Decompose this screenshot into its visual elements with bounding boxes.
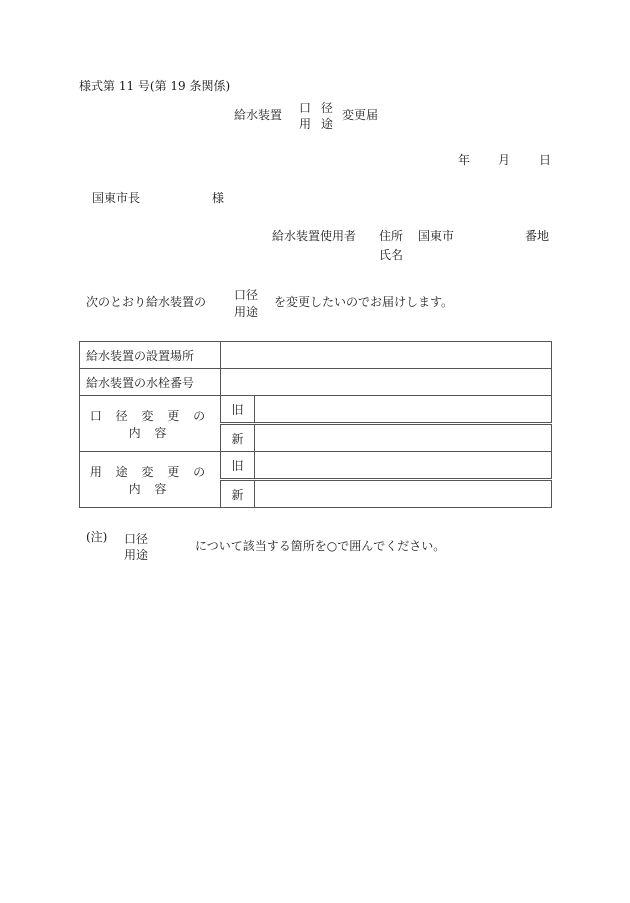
- note-text: について該当する箇所を○で囲んでください。: [195, 539, 446, 553]
- diameter-new-field[interactable]: [255, 424, 552, 452]
- note-option-diameter: 口径: [124, 532, 149, 546]
- note-options: [124, 531, 148, 563]
- usage-change-label: 用 途 変 更 の 内 容: [80, 452, 221, 508]
- usage-old-field[interactable]: [255, 452, 552, 480]
- date-month-label: 月: [498, 153, 511, 167]
- note-option-usage: 用途: [124, 548, 149, 562]
- diameter-new-label: 新: [221, 424, 255, 452]
- address-city: 国東市: [418, 229, 455, 243]
- title-prefix: 給水装置: [234, 108, 283, 122]
- date-day-label: 日: [539, 153, 552, 167]
- date-year-label: 年: [458, 153, 471, 167]
- location-field[interactable]: [221, 342, 552, 369]
- diameter-change-label: 口 径 変 更 の 内 容: [80, 396, 221, 452]
- address-label: 住所: [379, 229, 404, 243]
- usage-new-field[interactable]: [255, 480, 552, 508]
- location-label: 給水装置の設置場所: [80, 342, 221, 369]
- body-option-diameter: 口径: [234, 288, 259, 302]
- title-options: [299, 100, 336, 132]
- note-label: (注): [86, 530, 108, 544]
- addressee-name: 国東市長: [92, 191, 141, 205]
- body-suffix: を変更したいのでお届けします。: [274, 295, 454, 309]
- title-suffix: 変更届: [342, 108, 379, 122]
- body-option-usage: 用途: [234, 305, 259, 319]
- hydrant-number-label: 給水装置の水栓番号: [80, 369, 221, 396]
- form-number: 様式第 11 号(第 19 条関係): [79, 79, 231, 93]
- change-details-table: [79, 341, 552, 508]
- title-option-diameter: 口 径: [299, 101, 336, 115]
- hydrant-number-field[interactable]: [221, 369, 552, 396]
- diameter-old-label: 旧: [221, 396, 255, 424]
- addressee-honorific: 様: [212, 191, 225, 205]
- body-options: [234, 287, 258, 321]
- diameter-old-field[interactable]: [255, 396, 552, 424]
- usage-new-label: 新: [221, 480, 255, 508]
- name-label: 氏名: [379, 248, 404, 262]
- body-prefix: 次のとおり給水装置の: [86, 295, 207, 309]
- usage-old-label: 旧: [221, 452, 255, 480]
- applicant-label: 給水装置使用者: [272, 229, 357, 243]
- title-option-usage: 用 途: [299, 117, 336, 131]
- address-banchi: 番地: [525, 229, 550, 243]
